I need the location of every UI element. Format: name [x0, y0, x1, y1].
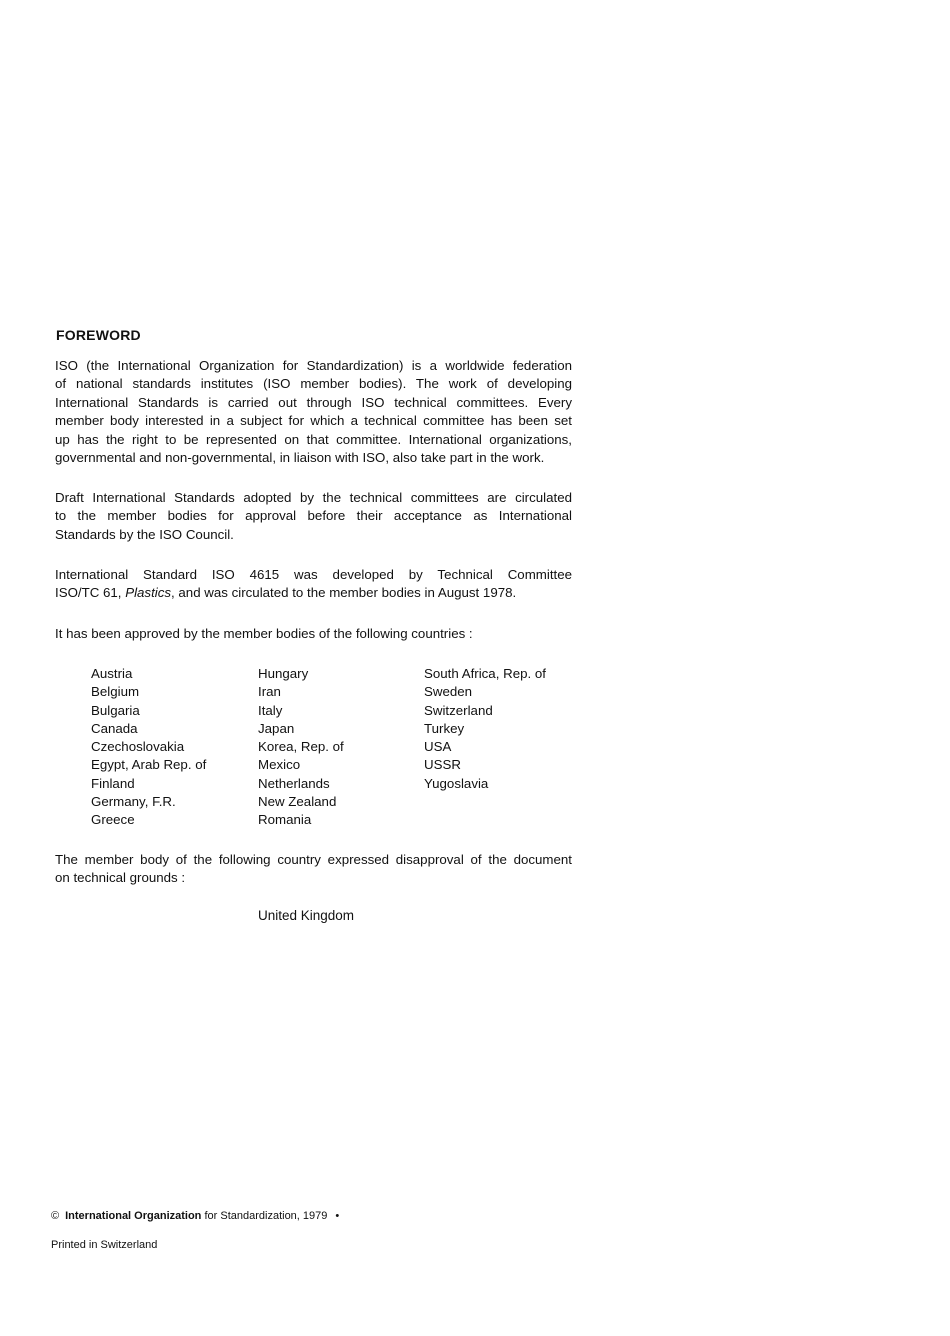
country-item: Germany, F.R.: [91, 794, 176, 810]
foreword-paragraph-iso-description: [55, 357, 572, 467]
copyright-organization: International Organization: [65, 1210, 202, 1222]
paragraph-line: member body interested in a subject for which a technical committee has been set: [55, 413, 572, 429]
countries-column-3: [424, 665, 546, 793]
committee-reference: ISO/TC 61,: [55, 585, 126, 601]
foreword-heading: FOREWORD: [56, 327, 141, 343]
country-item: Turkey: [424, 720, 465, 736]
country-item: Egypt, Arab Rep. of: [91, 757, 207, 773]
paragraph-line: Draft International Standards adopted by the technical committees are circulated: [55, 490, 572, 505]
country-item: Japan: [258, 720, 295, 736]
paragraph-line: [55, 584, 572, 602]
country-item: Bulgaria: [91, 702, 140, 718]
country-item: Hungary: [258, 666, 309, 681]
paragraph-line: up has the right to be represented on that committee. International organizations,: [55, 431, 572, 447]
country-item: Sweden: [424, 684, 473, 700]
country-item: New Zealand: [258, 794, 337, 810]
circulation-text: , and was circulated to the member bodies in August 1978.: [171, 585, 517, 601]
country-item: Austria: [91, 666, 133, 681]
country-item: Switzerland: [424, 702, 493, 718]
countries-column-2: [258, 665, 344, 830]
paragraph-line: on technical grounds :: [55, 870, 186, 886]
paragraph-line: The member body of the following country expressed disapproval of the document: [55, 852, 572, 867]
disapproving-country: United Kingdom: [258, 908, 355, 923]
country-item: Canada: [91, 720, 138, 736]
paragraph-line: It has been approved by the member bodies of the following countries :: [55, 626, 473, 641]
paragraph-line: International Standards is carried out through ISO technical committees. Every: [55, 394, 572, 410]
foreword-paragraph-development: [55, 566, 572, 603]
paragraph-line: ISO (the International Organization for Standardization) is a worldwide federation: [55, 358, 572, 373]
country-item: Iran: [258, 684, 281, 700]
paragraph-line: to the member bodies for approval before their acceptance as International: [55, 508, 572, 524]
country-item: Netherlands: [258, 775, 330, 791]
copyright-notice: [51, 1210, 339, 1222]
country-item: South Africa, Rep. of: [424, 666, 546, 681]
committee-subject: Plastics: [125, 585, 172, 601]
country-item: Finland: [91, 775, 135, 791]
copyright-year-text: for Standardization, 1979: [204, 1210, 328, 1222]
paragraph-line: governmental and non-governmental, in liaison with ISO, also take part in the work.: [55, 450, 545, 466]
country-item: Czechoslovakia: [91, 739, 185, 755]
country-item: Italy: [258, 702, 283, 718]
foreword-paragraph-disapproval: [55, 851, 572, 888]
country-item: Greece: [91, 812, 135, 828]
country-item: USA: [424, 739, 452, 755]
paragraph-line: Standards by the ISO Council.: [55, 526, 234, 542]
paragraph-line: of national standards institutes (ISO member bodies). The work of developing: [55, 376, 572, 392]
country-item: USSR: [424, 757, 461, 773]
country-item: Mexico: [258, 757, 301, 773]
foreword-paragraph-draft-standards: [55, 489, 572, 544]
countries-column-1: [91, 665, 206, 830]
bullet-icon: •: [335, 1210, 340, 1222]
foreword-paragraph-approval: [55, 625, 572, 643]
country-item: Romania: [258, 812, 312, 828]
country-item: Belgium: [91, 684, 140, 700]
printed-location: Printed in Switzerland: [51, 1239, 158, 1251]
paragraph-line: International Standard ISO 4615 was developed by Technical Committee: [55, 567, 572, 582]
country-item: Yugoslavia: [424, 775, 489, 791]
copyright-icon: ©: [51, 1210, 60, 1222]
country-item: Korea, Rep. of: [258, 739, 344, 755]
